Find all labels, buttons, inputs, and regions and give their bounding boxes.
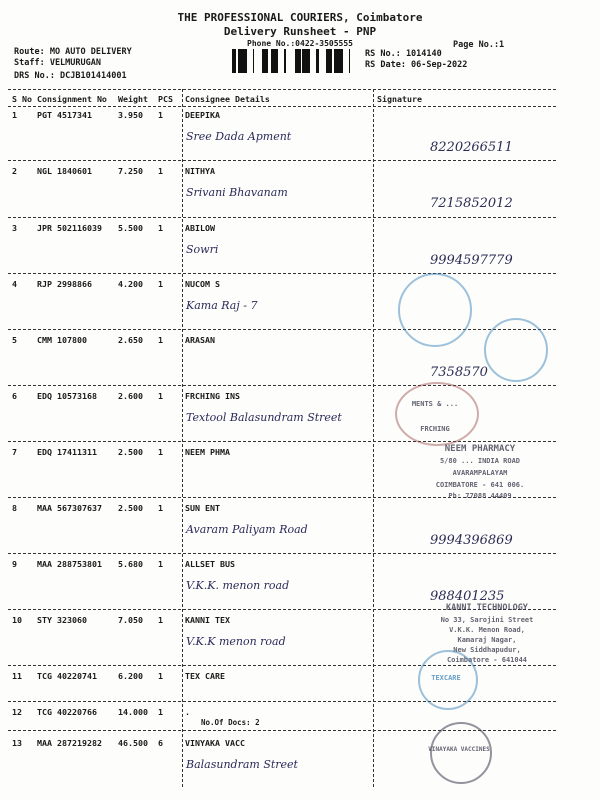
column-divider (373, 89, 374, 787)
row-consignee-name: ABILOW (185, 223, 215, 233)
row-sno: 5 (12, 335, 17, 345)
row-weight: 6.200 (118, 671, 143, 681)
round-stamp (484, 318, 548, 382)
row-consignment: MAA 288753801 (37, 559, 102, 569)
row-sno: 4 (12, 279, 17, 289)
row-weight: 5.500 (118, 223, 143, 233)
row-sno: 6 (12, 391, 17, 401)
row-consignment: TCG 40220741 (37, 671, 97, 681)
row-sno: 1 (12, 110, 17, 120)
row-pcs: 1 (158, 559, 163, 569)
kanni-stamp-addr2: V.K.K. Menon Road, (449, 626, 525, 634)
row-pcs: 1 (158, 335, 163, 345)
row-pcs: 6 (158, 738, 163, 748)
row-pcs: 1 (158, 671, 163, 681)
row-handwritten-address: Balasundram Street (186, 758, 298, 771)
row-consignee-name: VINYAKA VACC (185, 738, 245, 748)
row-consignment: RJP 2998866 (37, 279, 92, 289)
drs-number: DRS No.: DCJB101414001 (14, 71, 127, 81)
row-weight: 5.680 (118, 559, 143, 569)
header-bottom-rule (8, 106, 556, 107)
row-handwritten-address: Kama Raj - 7 (186, 299, 258, 312)
neem-stamp-phone: Ph: 77088 44409 (448, 492, 512, 500)
row-consignment: PGT 4517341 (37, 110, 92, 120)
row-sno: 7 (12, 447, 17, 457)
row-handwritten-address: Avaram Paliyam Road (186, 523, 308, 536)
kanni-stamp-addr3: Kamaraj Nagar, (457, 636, 517, 644)
row-signature: 7358570 (430, 365, 488, 380)
kanni-stamp-addr4: New Siddhapudur, (453, 646, 521, 654)
row-consignee-name: SUN ENT (185, 503, 220, 513)
row-weight: 3.950 (118, 110, 143, 120)
docs-count: No.Of Docs: 2 (201, 718, 260, 727)
row-signature: 7215852012 (430, 196, 513, 211)
row-divider (8, 441, 556, 442)
neem-stamp-addr1: 5/80 ... INDIA ROAD (439, 457, 521, 465)
table-header (8, 92, 556, 107)
row-divider (8, 329, 556, 330)
company-title: THE PROFESSIONAL COURIERS, Coimbatore (177, 11, 423, 24)
vaccines-stamp-text: VINAYAKA VACCINES (428, 746, 490, 753)
row-sno: 3 (12, 223, 17, 233)
staff: Staff: VELMURUGAN (14, 58, 101, 68)
row-signature: 988401235 (430, 589, 505, 604)
neem-stamp-title: NEEM PHARMACY (444, 444, 516, 454)
row-sno: 11 (12, 671, 22, 681)
row-pcs: 1 (158, 615, 163, 625)
row-consignment: MAA 567307637 (37, 503, 102, 513)
row-divider (8, 217, 556, 218)
route: Route: MO AUTO DELIVERY (14, 47, 132, 57)
row-weight: 2.650 (118, 335, 143, 345)
row-consignment: TCG 40220766 (37, 707, 97, 717)
row-pcs: 1 (158, 707, 163, 717)
row-consignee-name: FRCHING INS (185, 391, 240, 401)
row-sno: 13 (12, 738, 22, 748)
row-sno: 2 (12, 166, 17, 176)
page-number: Page No.:1 (453, 40, 505, 50)
row-weight: 2.500 (118, 503, 143, 513)
kanni-stamp-addr5: Coimbatore - 641044 (446, 656, 528, 664)
row-sno: 9 (12, 559, 17, 569)
row-pcs: 1 (158, 503, 163, 513)
col-pcs: PCS (158, 94, 173, 104)
row-consignee-name: NEEM PHMA (185, 447, 230, 457)
row-consignment: STY 323060 (37, 615, 87, 625)
col-consignment: Consignment No (37, 94, 107, 104)
row-weight: 2.500 (118, 447, 143, 457)
row-pcs: 1 (158, 391, 163, 401)
row-consignment: EDQ 17411311 (37, 447, 97, 457)
row-sno: 12 (12, 707, 22, 717)
row-consignee-name: NUCOM S (185, 279, 220, 289)
row-consignee-name: ARASAN (185, 335, 215, 345)
sheet-title: Delivery Runsheet - PNP (223, 25, 377, 38)
row-divider (8, 385, 556, 386)
friching-stamp-label: FRCHING (420, 425, 450, 433)
texcare-stamp-text: TEXCARE (431, 674, 461, 682)
row-pcs: 1 (158, 110, 163, 120)
col-consignee: Consignee Details (185, 94, 270, 104)
row-divider (8, 553, 556, 554)
row-sno: 10 (12, 615, 22, 625)
row-pcs: 1 (158, 223, 163, 233)
col-signature: Signature (377, 94, 422, 104)
row-pcs: 1 (158, 166, 163, 176)
row-signature: 9994597779 (430, 253, 513, 268)
row-consignment: CMM 107800 (37, 335, 87, 345)
row-sno: 8 (12, 503, 17, 513)
round-stamp (398, 273, 472, 347)
row-consignee-name: NITHYA (185, 166, 215, 176)
row-weight: 7.250 (118, 166, 143, 176)
row-divider (8, 701, 556, 702)
kanni-stamp-addr1: No 33, Sarojini Street (440, 616, 534, 624)
row-handwritten-address: V.K.K. menon road (186, 579, 290, 592)
row-weight: 4.200 (118, 279, 143, 289)
row-pcs: 1 (158, 279, 163, 289)
row-consignee-name: ALLSET BUS (185, 559, 235, 569)
row-consignment: MAA 287219282 (37, 738, 102, 748)
row-handwritten-address: Srivani Bhavanam (186, 186, 288, 199)
row-weight: 2.600 (118, 391, 143, 401)
phone-number: Phone No.:0422-3505555 (247, 39, 353, 48)
neem-stamp-addr2: AVARAMPALAYAM (452, 469, 508, 477)
row-consignment: NGL 1840601 (37, 166, 92, 176)
row-handwritten-address: Sowri (186, 243, 219, 256)
row-divider (8, 273, 556, 274)
row-weight: 7.050 (118, 615, 143, 625)
neem-stamp-addr3: COIMBATORE - 641 006. (435, 481, 525, 489)
ments-stamp (395, 382, 479, 446)
friching-stamp-text: MENTS & ... (411, 400, 459, 408)
rs-number: RS No.: 1014140 (365, 49, 442, 59)
row-divider (8, 160, 556, 161)
row-weight: 14.000 (118, 707, 148, 717)
column-divider (182, 89, 183, 787)
kanni-stamp-title: KANNI TECHNOLOGY (446, 603, 528, 613)
row-signature: 8220266511 (430, 140, 513, 155)
row-weight: 46.500 (118, 738, 148, 748)
row-signature: 9994396869 (430, 533, 513, 548)
row-consignee-name: KANNI TEX (185, 615, 230, 625)
row-handwritten-address: V.K.K menon road (186, 635, 286, 648)
row-pcs: 1 (158, 447, 163, 457)
row-handwritten-address: Textool Balasundram Street (186, 411, 342, 424)
row-consignee-name: . (185, 707, 190, 717)
row-consignment: EDQ 10573168 (37, 391, 97, 401)
col-weight: Weight (118, 94, 148, 104)
barcode (232, 49, 353, 73)
row-consignee-name: TEX CARE (185, 671, 225, 681)
row-handwritten-address: Sree Dada Apment (186, 130, 292, 143)
rs-date: RS Date: 06-Sep-2022 (365, 60, 468, 70)
row-consignee-name: DEEPIKA (185, 110, 220, 120)
header-top-rule (8, 89, 556, 90)
row-consignment: JPR 502116039 (37, 223, 102, 233)
col-sno: S No (12, 94, 32, 104)
